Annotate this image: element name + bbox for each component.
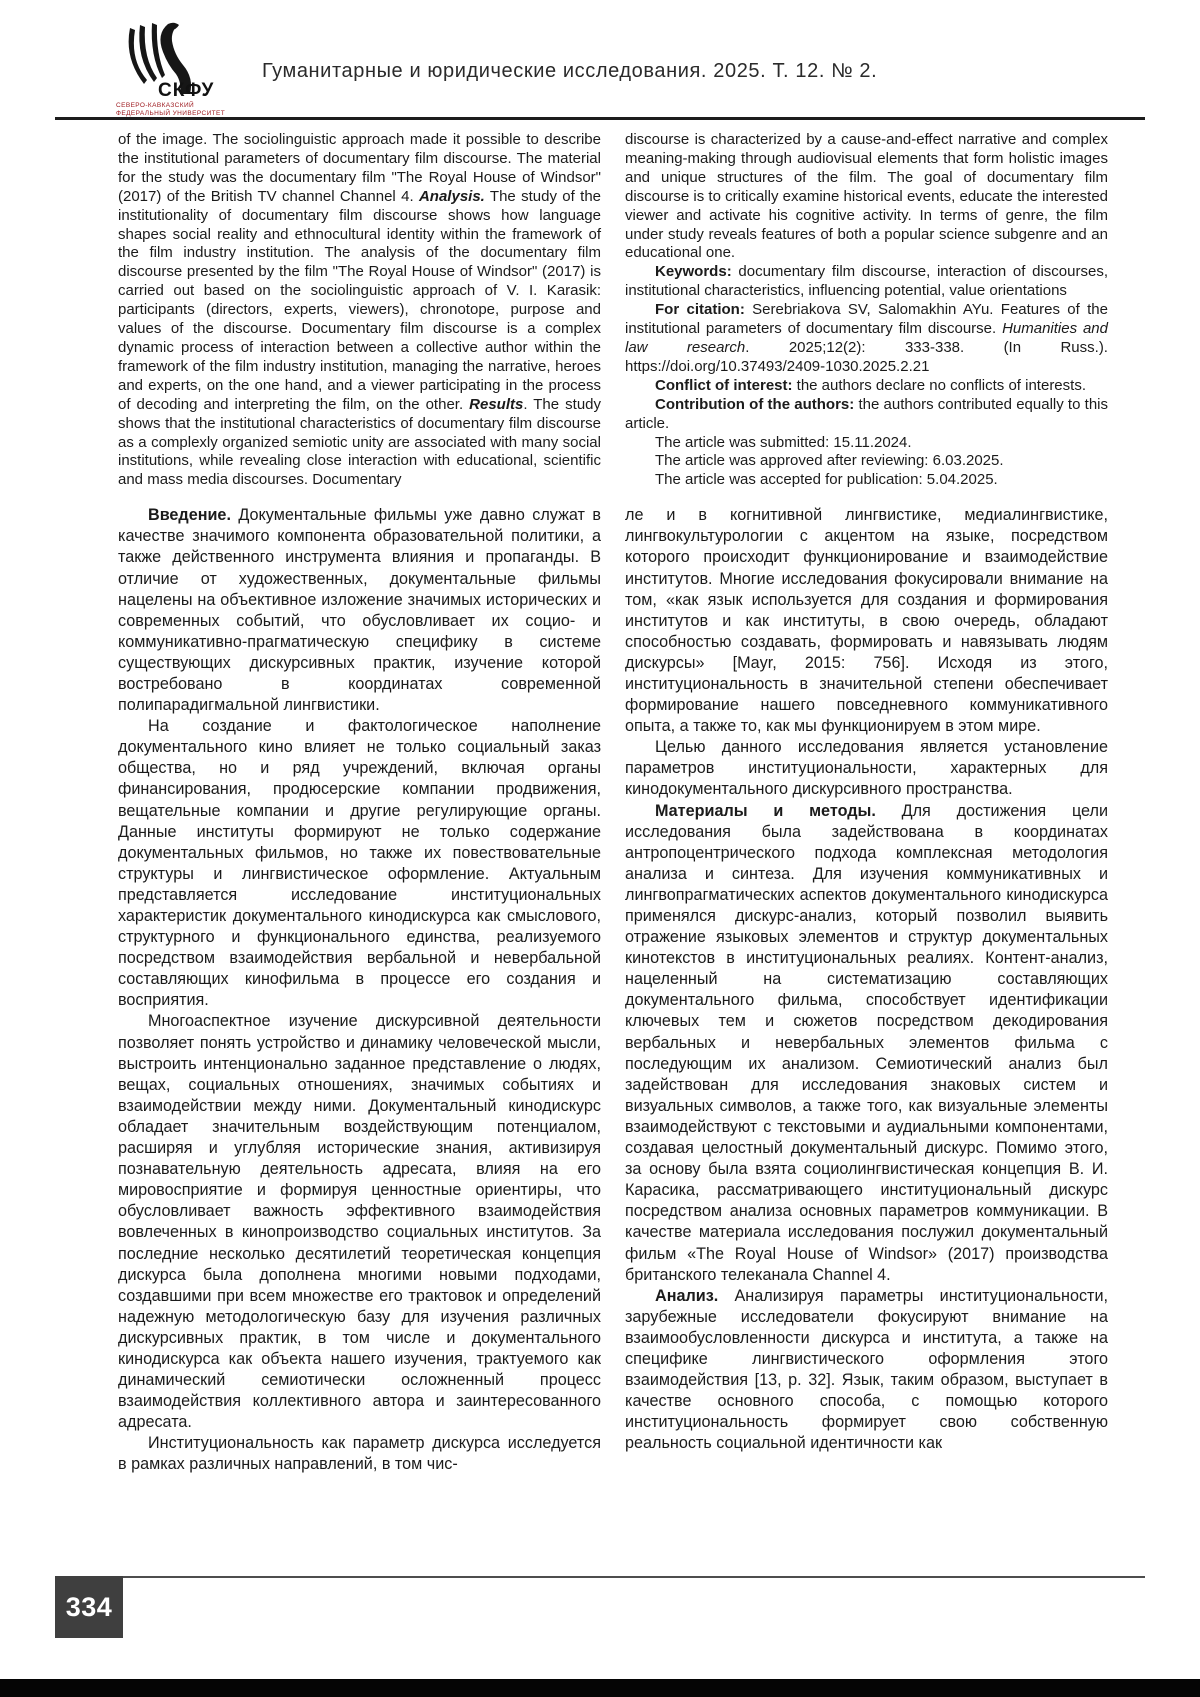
text-run: ле и в когнитивной лингвистике, медиалингвистике, лингвокультурологии с акцентом на языке, посредством которого происходит функционирование и взаимодействие институтов. Многие исследования фокусировали внимание на том, «как язык используется для создания и формирования институтов и как институты, в свою очередь, обладают способностью создавать, формировать и навязывать людям дискурсы» [Mayr, 2015: 756]. Исходя из этого, институциональность в значительной степени обеспечивает формирование нашего повседневного коммуникативного опыта, а также то, как мы функционируем в этом мире. bbox=[625, 506, 1108, 736]
text-run: discourse is characterized by a cause-and-effect narrative and complex meaning-making through audiovisual elements that form holistic images and unique structures of the film. The goal of documentary film discourse is to critically examine historical events, educate the interested viewer and activate his cognitive activity. In terms of genre, the film under study reveals features of both a popular science subgenre and an educational one. bbox=[625, 131, 1108, 262]
text-run: . The study shows that the institutional characteristics of documentary film discourse as a complexly organized semiotic unity are associated with many social institutions, while revealing close interaction with educational, scientific and mass media discourses. Documentary bbox=[118, 395, 601, 489]
text-run: Serebriakova SV, Salomakhin AYu. Features of the institutional parameters of documentary film discourse. bbox=[625, 301, 1108, 338]
text-run: For citation: bbox=[655, 301, 745, 319]
text-run: The study of the institutionality of documentary film discourse shows how language shapes social reality and ethnocultural identity within the framework of the film industry institution. The analysis of the documentary film discourse presented by the film "The Royal House of Windsor" (2017) is carried out based on the sociolinguistic approach of V. I. Karasik: participants (directors, experts, viewers), chronotope, purpose and values of the discourse. Documentary film discourse is a complex dynamic process of interaction between a collective author within the framework of the film industry institution, managing the narrative, heroes and experts, on the one hand, and a viewer participating in the process of decoding and interpreting the film, on the other. bbox=[118, 187, 602, 413]
text-run: of the image. The sociolinguistic approach made it possible to describe the institutional parameters of documentary film discourse. The material for the study was the documentary film "The Royal House of Windsor" (2017) of the British TV channel Channel 4. bbox=[118, 131, 601, 205]
body-ru-right bbox=[625, 505, 1108, 1454]
paragraph bbox=[625, 505, 1108, 737]
text-run: Results bbox=[469, 395, 524, 413]
paragraph bbox=[625, 801, 1108, 1286]
text-run: Contribution of the authors: bbox=[655, 395, 855, 413]
text-run: На создание и фактологическое наполнение документального кино влияет не только социальный заказ общества, но и ряд учреждений, включая органы финансирования, продюсерские компании продвижения, вещательные компании и другие регулирующие органы. Данные институты формируют не только содержание документальных фильмов, но также их повествовательные структуры и лингвистическое оформление. Актуальным представляется исследование институциональных характеристик документального кинодискурса как смыслового, структурного и функционального единства, реализуемого посредством взаимодействия вербальной и невербальной составляющих кинофильма в процессе его создания и восприятия. bbox=[118, 717, 601, 1010]
text-run: . 2025;12(2): 333-338. (In Russ.). https://doi.org/10.37493/2409-1030.2025.2.21 bbox=[625, 338, 1108, 375]
text-run: Введение. bbox=[148, 506, 231, 525]
paragraph bbox=[625, 131, 1108, 263]
journal-title: Гуманитарные и юридические исследования. 2025. Т. 12. № 2. bbox=[262, 60, 878, 82]
text-run: Целью данного исследования является установление параметров институциональности, характерных для кинодокументального дискурсивного пространства. bbox=[625, 738, 1108, 799]
paragraph bbox=[118, 1433, 601, 1475]
logo-caption-line2: ФЕДЕРАЛЬНЫЙ УНИВЕРСИТЕТ bbox=[116, 109, 226, 117]
paragraph bbox=[625, 263, 1108, 301]
paragraph bbox=[625, 377, 1108, 396]
paragraph bbox=[625, 434, 1108, 453]
text-run: Материалы и методы. bbox=[655, 801, 876, 820]
text-run: the authors contributed equally to this article. bbox=[625, 395, 1108, 432]
university-logo bbox=[116, 22, 241, 117]
paragraph bbox=[625, 452, 1108, 471]
text-run: The article was accepted for publication: 5.04.2025. bbox=[655, 471, 998, 489]
text-run: Conflict of interest: bbox=[655, 376, 793, 394]
text-run: Институциональность как параметр дискурса исследуется в рамках различных направлений, в том чис- bbox=[118, 1434, 601, 1474]
logo-caption-line1: СЕВЕРО-КАВКАЗСКИЙ bbox=[116, 102, 195, 109]
paragraph bbox=[118, 505, 601, 716]
text-run: The article was submitted: 15.11.2024. bbox=[655, 433, 912, 451]
paragraph bbox=[118, 1011, 601, 1433]
footer-rule bbox=[123, 1576, 1145, 1578]
scan-bottom-edge bbox=[0, 1679, 1200, 1697]
text-run: Keywords: bbox=[655, 263, 732, 281]
paragraph bbox=[625, 396, 1108, 434]
paragraph bbox=[625, 471, 1108, 490]
text-run: Analysis. bbox=[418, 187, 485, 205]
text-run: Для достижения цели исследования была задействована в координатах антропоцентрического подхода комплексная методология анализа и синтеза. Для изучения коммуникативных и лингвопрагматических аспектов документального кинодискурса применялся дискурс-анализ, который позволил выявить отражение языковых элементов и структур документальных кинотекстов в институциональных реалиях. Контент-анализ, нацеленный на систематизацию составляющих документального фильма, способствует идентификации ключевых тем и сюжетов посредством декодирования вербальных и невербальных элементов фильма с последующим их анализом. Семиотический анализ был задействован для исследования знаковых систем и визуальных символов, а также того, как визуальные элементы взаимодействуют с текстовыми и аудиальными компонентами, создавая целостный документальный дискурс. Помимо этого, за основу была взята социолингвистическая концепция В. И. Карасика, рассматривающего институциональный дискурс посредством анализа основных параметров коммуникации. В качестве материала исследования послужил документальный фильм «The Royal House of Windsor» (2017) производства британского телеканала Channel 4. bbox=[625, 801, 1108, 1284]
article-columns bbox=[118, 131, 1108, 1476]
left-column bbox=[118, 131, 601, 1476]
body-ru-left bbox=[118, 505, 601, 1475]
text-run: the authors declare no conflicts of interests. bbox=[792, 376, 1086, 394]
text-run: Анализ. bbox=[655, 1286, 719, 1305]
page-header bbox=[0, 0, 1200, 118]
paragraph bbox=[118, 131, 601, 490]
logo-caption bbox=[116, 102, 256, 117]
paragraph bbox=[625, 737, 1108, 800]
abstract-en-right bbox=[625, 131, 1108, 490]
text-run: documentary film discourse, interaction of discourses, institutional characteristics, influencing potential, value orientations bbox=[625, 263, 1108, 300]
page-number-badge bbox=[55, 1576, 123, 1638]
paragraph bbox=[625, 1286, 1108, 1455]
page-number: 334 bbox=[65, 1591, 113, 1622]
text-run: The article was approved after reviewing: 6.03.2025. bbox=[655, 452, 1004, 470]
right-column bbox=[625, 131, 1108, 1476]
text-run: Анализируя параметры институциональности, зарубежные исследователи фокусируют внимание на взаимообусловленности дискурса и института, а также на специфике лингвистического оформления этого взаимодействия [13, p. 32]. Язык, таким образом, выступает в качестве основного способа, с помощью которого институциональность формирует свою собственную реальность социальной идентичности как bbox=[625, 1286, 1108, 1453]
text-run: Humanities and law research bbox=[625, 320, 1108, 356]
logo-abbr: СКФУ bbox=[158, 80, 215, 101]
text-run: Документальные фильмы уже давно служат в качестве значимого компонента образовательной политики, а также действенного инструмента влияния и пропаганды. В отличие от художественных, документальные фильмы нацелены на объективное изложение значимых исторических и современных событий, что обусловливает их социо- и коммуникативно-прагматическую специфику в системе существующих дискурсивных практик, изучение которой востребовано в координатах современной полипарадигмальной лингвистики. bbox=[118, 506, 601, 715]
paragraph bbox=[625, 301, 1108, 377]
text-run: Многоаспектное изучение дискурсивной деятельности позволяет понять устройство и динамику человеческой мысли, выстроить интенционально заданное представление о людях, вещах, социальных отношениях, значимых событиях и взаимодействии между ними. Документальный кинодискурс обладает значительным воздействующим потенциалом, расширяя и углубляя исторические знания, активизируя познавательную деятельность адресата, влияя на его мировосприятие и формируя ценностные ориентиры, что обусловливает важность эффективного взаимодействия вовлеченных в кинопроизводство социальных институтов. За последние несколько десятилетий теоретическая концепция дискурса была дополнена многими новыми подходами, создавшими при всем множестве его трактовок и определений надежную методологическую базу для изучения различных дискурсивных практик, в том числе и документального кинодискурса как объекта нашего изучения, трактуемого как динамический семиотически осложненный процесс взаимодействия коллективного автора и заинтересованного адресата. bbox=[118, 1012, 601, 1432]
abstract-en-left bbox=[118, 131, 601, 490]
paragraph bbox=[118, 716, 601, 1011]
header-rule bbox=[55, 117, 1145, 120]
